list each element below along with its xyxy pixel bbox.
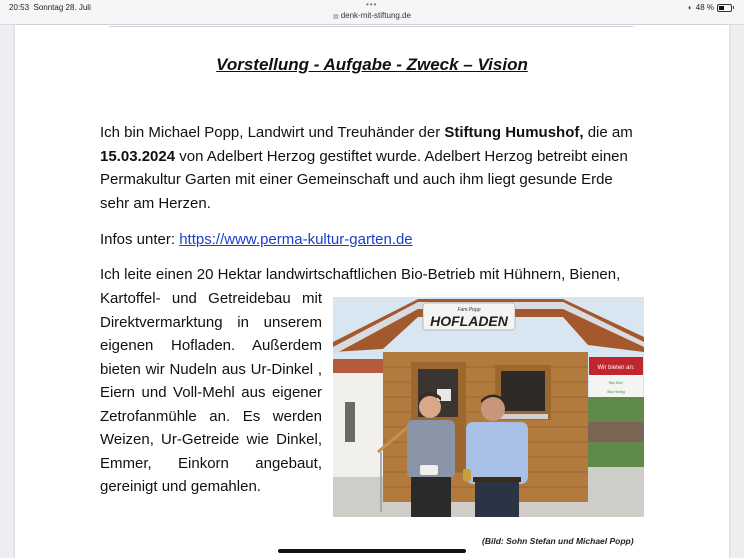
clock-time: 20:53 — [9, 3, 30, 12]
farm-paragraph-first-line: Ich leite einen 20 Hektar landwirtschaftlichen Bio-Betrieb mit Hühnern, Bienen, — [100, 266, 621, 283]
perma-kultur-link[interactable]: https://www.perma-kultur-garten.de — [179, 231, 413, 248]
farm-paragraph-body: Kartoffel- und Getreidebau mit Direktvermarktung in unserem eigenen Hofladen. Außerdem bieten wir Nudeln aus Ur-Dinkel , Eiern und Voll-Mehl aus eigener Zetrofanmühle an. Es werden Weizen, Ur-Getreide wie Dinkel, Emmer, Einkorn angebaut, gereinigt und gemahlen. — [100, 290, 322, 495]
status-indicators — [688, 3, 732, 12]
home-indicator[interactable] — [278, 549, 466, 553]
hofladen-photo — [333, 297, 644, 517]
text-span: von Adelbert Herzog gestiftet wurde. Adelbert Herzog betreibt einen Permakultur Garten mit einer Gemeinschaft und auch ihm liegt gesunde Erde sehr am Herzen. — [100, 147, 628, 212]
clock-date: Sonntag 28. Juli — [33, 3, 91, 12]
svg-text:Bio Honig: Bio Honig — [607, 389, 625, 394]
text-span: die am — [583, 124, 633, 141]
address-bar[interactable] — [0, 11, 744, 20]
lock-icon: ▤ — [333, 14, 339, 20]
multitasking-dots-icon[interactable]: ••• — [366, 0, 378, 9]
foundation-name: Stiftung Humushof, — [444, 124, 584, 141]
svg-text:Fam.Popp: Fam.Popp — [457, 307, 481, 313]
info-label: Infos unter: — [100, 231, 180, 248]
info-paragraph — [100, 228, 640, 252]
svg-text:Bio Eier: Bio Eier — [608, 380, 624, 385]
foundation-date: 15.03.2024 — [100, 147, 176, 165]
header-divider — [109, 26, 633, 27]
svg-text:HOFLADEN: HOFLADEN — [430, 313, 508, 329]
svg-text:Wir bieten an:: Wir bieten an: — [597, 365, 635, 371]
status-bar — [0, 0, 744, 25]
text-span: Ich bin Michael Popp, Landwirt und Treuhänder der — [100, 124, 445, 141]
page-title: Vorstellung - Aufgabe - Zweck – Vision — [216, 55, 528, 74]
intro-paragraph — [100, 121, 640, 215]
battery-icon — [717, 4, 732, 12]
wifi-icon: ◐ — [687, 3, 693, 12]
url-text: denk-mit-stiftung.de — [340, 11, 411, 20]
photo-caption: (Bild: Sohn Stefan und Michael Popp) — [482, 536, 634, 546]
battery-percent: 48 % — [695, 3, 714, 12]
